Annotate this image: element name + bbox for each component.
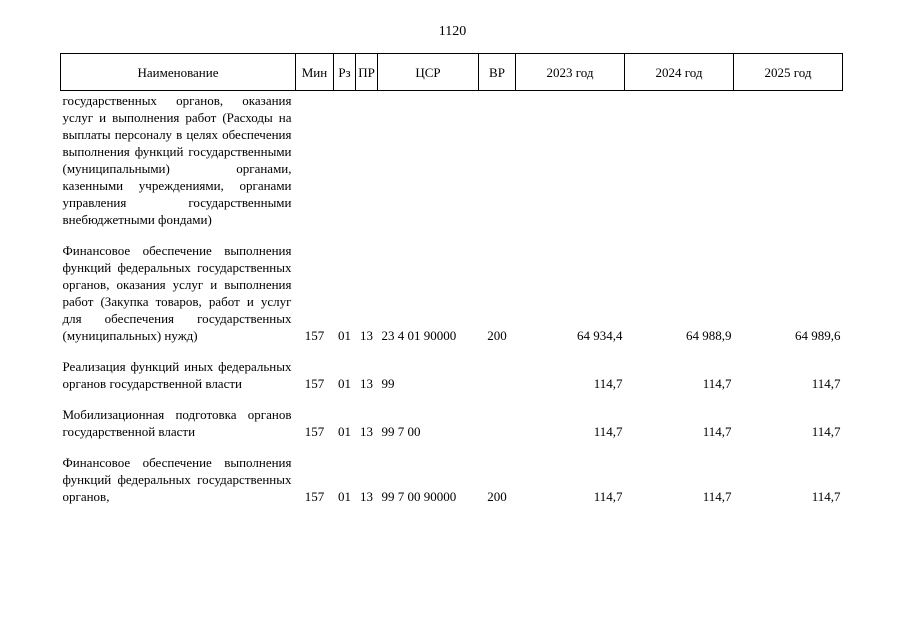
row-2024: 114,7 [702, 424, 732, 439]
row-min: 157 [304, 328, 325, 343]
table-row [61, 91, 843, 229]
row-spacer [61, 344, 843, 358]
row-2025: 114,7 [811, 489, 841, 504]
row-csr [378, 91, 479, 229]
row-2025: 114,7 [811, 424, 841, 439]
row-spacer [61, 440, 843, 454]
header-row [61, 54, 843, 91]
row-name: Мобилизационная подготовка органов государственной власти [62, 407, 292, 439]
row-pr: 13 [360, 489, 373, 504]
row-pr: 13 [360, 376, 373, 391]
budget-table [60, 53, 843, 505]
header-csr: ЦСР [378, 54, 479, 91]
row-pr: 13 [360, 328, 373, 343]
row-name: Финансовое обеспечение выполнения функций федеральных государственных органов, [62, 455, 292, 504]
row-2023 [516, 91, 625, 229]
row-min: 157 [304, 376, 325, 391]
row-rz: 01 [338, 376, 351, 391]
header-rz: Рз [334, 54, 356, 91]
row-2023: 114,7 [593, 376, 623, 391]
row-2023: 114,7 [593, 489, 623, 504]
table-header [61, 54, 843, 91]
header-vr: ВР [479, 54, 516, 91]
row-min: 157 [304, 489, 325, 504]
header-pr: ПР [356, 54, 378, 91]
row-vr [479, 406, 516, 440]
row-2024: 114,7 [702, 489, 732, 504]
row-2023: 114,7 [593, 424, 623, 439]
row-rz: 01 [338, 489, 351, 504]
row-vr [479, 358, 516, 392]
row-vr: 200 [487, 328, 507, 343]
row-vr: 200 [487, 489, 507, 504]
row-csr: 99 7 00 90000 [381, 489, 457, 504]
header-min: Мин [296, 54, 334, 91]
row-name: Реализация функций иных федеральных органов государственной власти [62, 359, 292, 391]
row-name: Финансовое обеспечение выполнения функций федеральных государственных органов, оказания услуг и выполнения работ (Закупка товаров, работ и услуг для обеспечения государственных (муниципальных) нужд) [62, 243, 292, 343]
row-2025: 114,7 [811, 376, 841, 391]
row-pr [356, 91, 378, 229]
table-body [61, 91, 843, 506]
row-vr [479, 91, 516, 229]
row-rz [334, 91, 356, 229]
row-2024: 114,7 [702, 376, 732, 391]
row-min: 157 [304, 424, 325, 439]
header-2024: 2024 год [625, 54, 734, 91]
row-csr: 23 4 01 90000 [381, 328, 457, 343]
row-csr: 99 7 00 [381, 424, 421, 439]
row-min [296, 91, 334, 229]
row-2025: 64 989,6 [795, 328, 841, 343]
row-2023: 64 934,4 [577, 328, 623, 343]
row-2024 [625, 91, 734, 229]
row-pr: 13 [360, 424, 373, 439]
table-row [61, 358, 843, 392]
table-row [61, 242, 843, 344]
page-number: 1120 [438, 24, 467, 39]
row-rz: 01 [338, 328, 351, 343]
row-spacer [61, 392, 843, 406]
row-2024: 64 988,9 [686, 328, 732, 343]
row-2025 [734, 91, 843, 229]
row-csr: 99 [381, 376, 395, 391]
row-spacer [61, 228, 843, 242]
table-row [61, 454, 843, 505]
header-2023: 2023 год [516, 54, 625, 91]
row-name: государственных органов, оказания услуг и выполнения работ (Расходы на выплаты персоналу в целях обеспечения выполнения функций государственными (муниципальными) органами, казенными учреждениями, органами управления государственными внебюджетными фондами) [62, 93, 292, 227]
header-2025: 2025 год [734, 54, 843, 91]
header-name: Наименование [61, 54, 296, 91]
row-rz: 01 [338, 424, 351, 439]
table-row [61, 406, 843, 440]
